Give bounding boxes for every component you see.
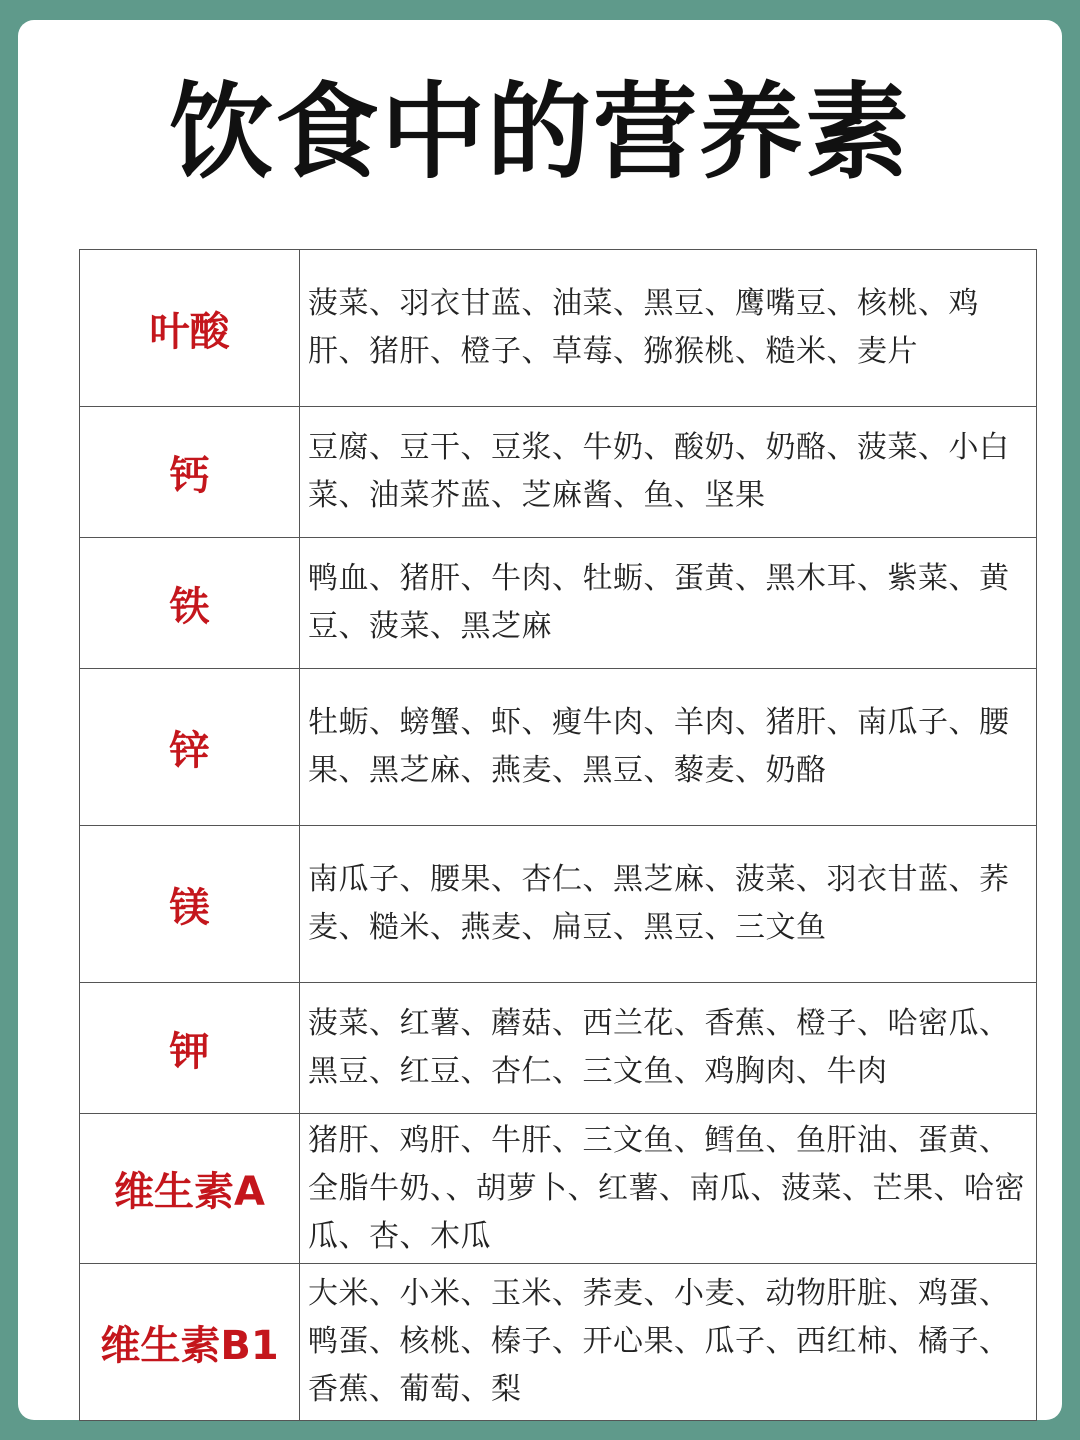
food-list: 豆腐、豆干、豆浆、牛奶、酸奶、奶酪、菠菜、小白菜、油菜芥蓝、芝麻酱、鱼、坚果 — [300, 407, 1037, 538]
food-list: 大米、小米、玉米、荞麦、小麦、动物肝脏、鸡蛋、鸭蛋、核桃、榛子、开心果、瓜子、西红柿、橘子、香蕉、葡萄、梨 — [300, 1264, 1037, 1421]
page-title: 饮食中的营养素 — [168, 71, 911, 193]
nutrient-name: 钾 — [80, 983, 300, 1114]
nutrient-name: 维生素B1 — [80, 1264, 300, 1421]
food-list: 南瓜子、腰果、杏仁、黑芝麻、菠菜、羽衣甘蓝、荞麦、糙米、燕麦、扁豆、黑豆、三文鱼 — [300, 826, 1037, 983]
table-row — [80, 1114, 1037, 1264]
food-list: 牡蛎、螃蟹、虾、瘦牛肉、羊肉、猪肝、南瓜子、腰果、黑芝麻、燕麦、黑豆、藜麦、奶酪 — [300, 669, 1037, 826]
table-row — [80, 250, 1037, 407]
food-list: 菠菜、羽衣甘蓝、油菜、黑豆、鹰嘴豆、核桃、鸡肝、猪肝、橙子、草莓、猕猴桃、糙米、麦片 — [300, 250, 1037, 407]
table-row — [80, 407, 1037, 538]
nutrient-name: 铁 — [80, 538, 300, 669]
nutrient-name: 锌 — [80, 669, 300, 826]
nutrient-name: 钙 — [80, 407, 300, 538]
food-list: 鸭血、猪肝、牛肉、牡蛎、蛋黄、黑木耳、紫菜、黄豆、菠菜、黑芝麻 — [300, 538, 1037, 669]
content-card — [18, 20, 1062, 1420]
nutrient-name: 叶酸 — [80, 250, 300, 407]
table-row — [80, 1264, 1037, 1421]
nutrient-name: 镁 — [80, 826, 300, 983]
food-list: 菠菜、红薯、蘑菇、西兰花、香蕉、橙子、哈密瓜、黑豆、红豆、杏仁、三文鱼、鸡胸肉、牛肉 — [300, 983, 1037, 1114]
nutrient-name: 维生素A — [80, 1114, 300, 1264]
table-row — [80, 538, 1037, 669]
table-row — [80, 983, 1037, 1114]
table-row — [80, 669, 1037, 826]
nutrient-table — [79, 249, 1037, 1421]
table-row — [80, 826, 1037, 983]
food-list: 猪肝、鸡肝、牛肝、三文鱼、鳕鱼、鱼肝油、蛋黄、全脂牛奶、、胡萝卜、红薯、南瓜、菠菜、芒果、哈密瓜、杏、木瓜 — [300, 1114, 1037, 1264]
